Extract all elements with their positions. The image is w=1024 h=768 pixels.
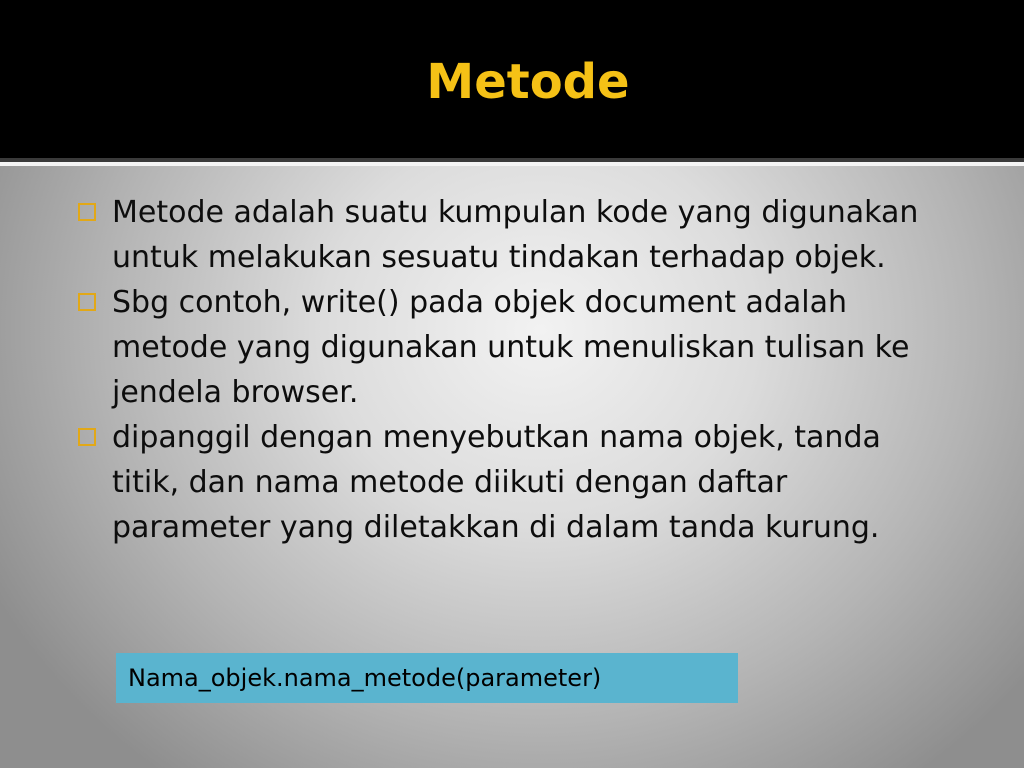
bullet-item bbox=[78, 280, 928, 415]
code-example-text: Nama_objek.nama_metode(parameter) bbox=[128, 664, 602, 692]
title-bar bbox=[0, 0, 1024, 158]
title-divider-light bbox=[0, 162, 1024, 166]
slide-title: Metode bbox=[426, 54, 630, 110]
bullet-text: Metode adalah suatu kumpulan kode yang digunakan untuk melakukan sesuatu tindakan terhadap objek. bbox=[112, 195, 919, 275]
bullet-list bbox=[78, 190, 928, 550]
hollow-square-icon bbox=[78, 293, 96, 311]
hollow-square-icon bbox=[78, 203, 96, 221]
hollow-square-icon bbox=[78, 428, 96, 446]
bullet-item bbox=[78, 415, 928, 550]
bullet-text: Sbg contoh, write() pada objek document adalah metode yang digunakan untuk menuliskan tulisan ke jendela browser. bbox=[112, 285, 910, 410]
bullet-text: dipanggil dengan menyebutkan nama objek, tanda titik, dan nama metode diikuti dengan daftar parameter yang diletakkan di dalam tanda kurung. bbox=[112, 420, 881, 545]
code-example-box bbox=[116, 653, 738, 703]
bullet-item bbox=[78, 190, 928, 280]
